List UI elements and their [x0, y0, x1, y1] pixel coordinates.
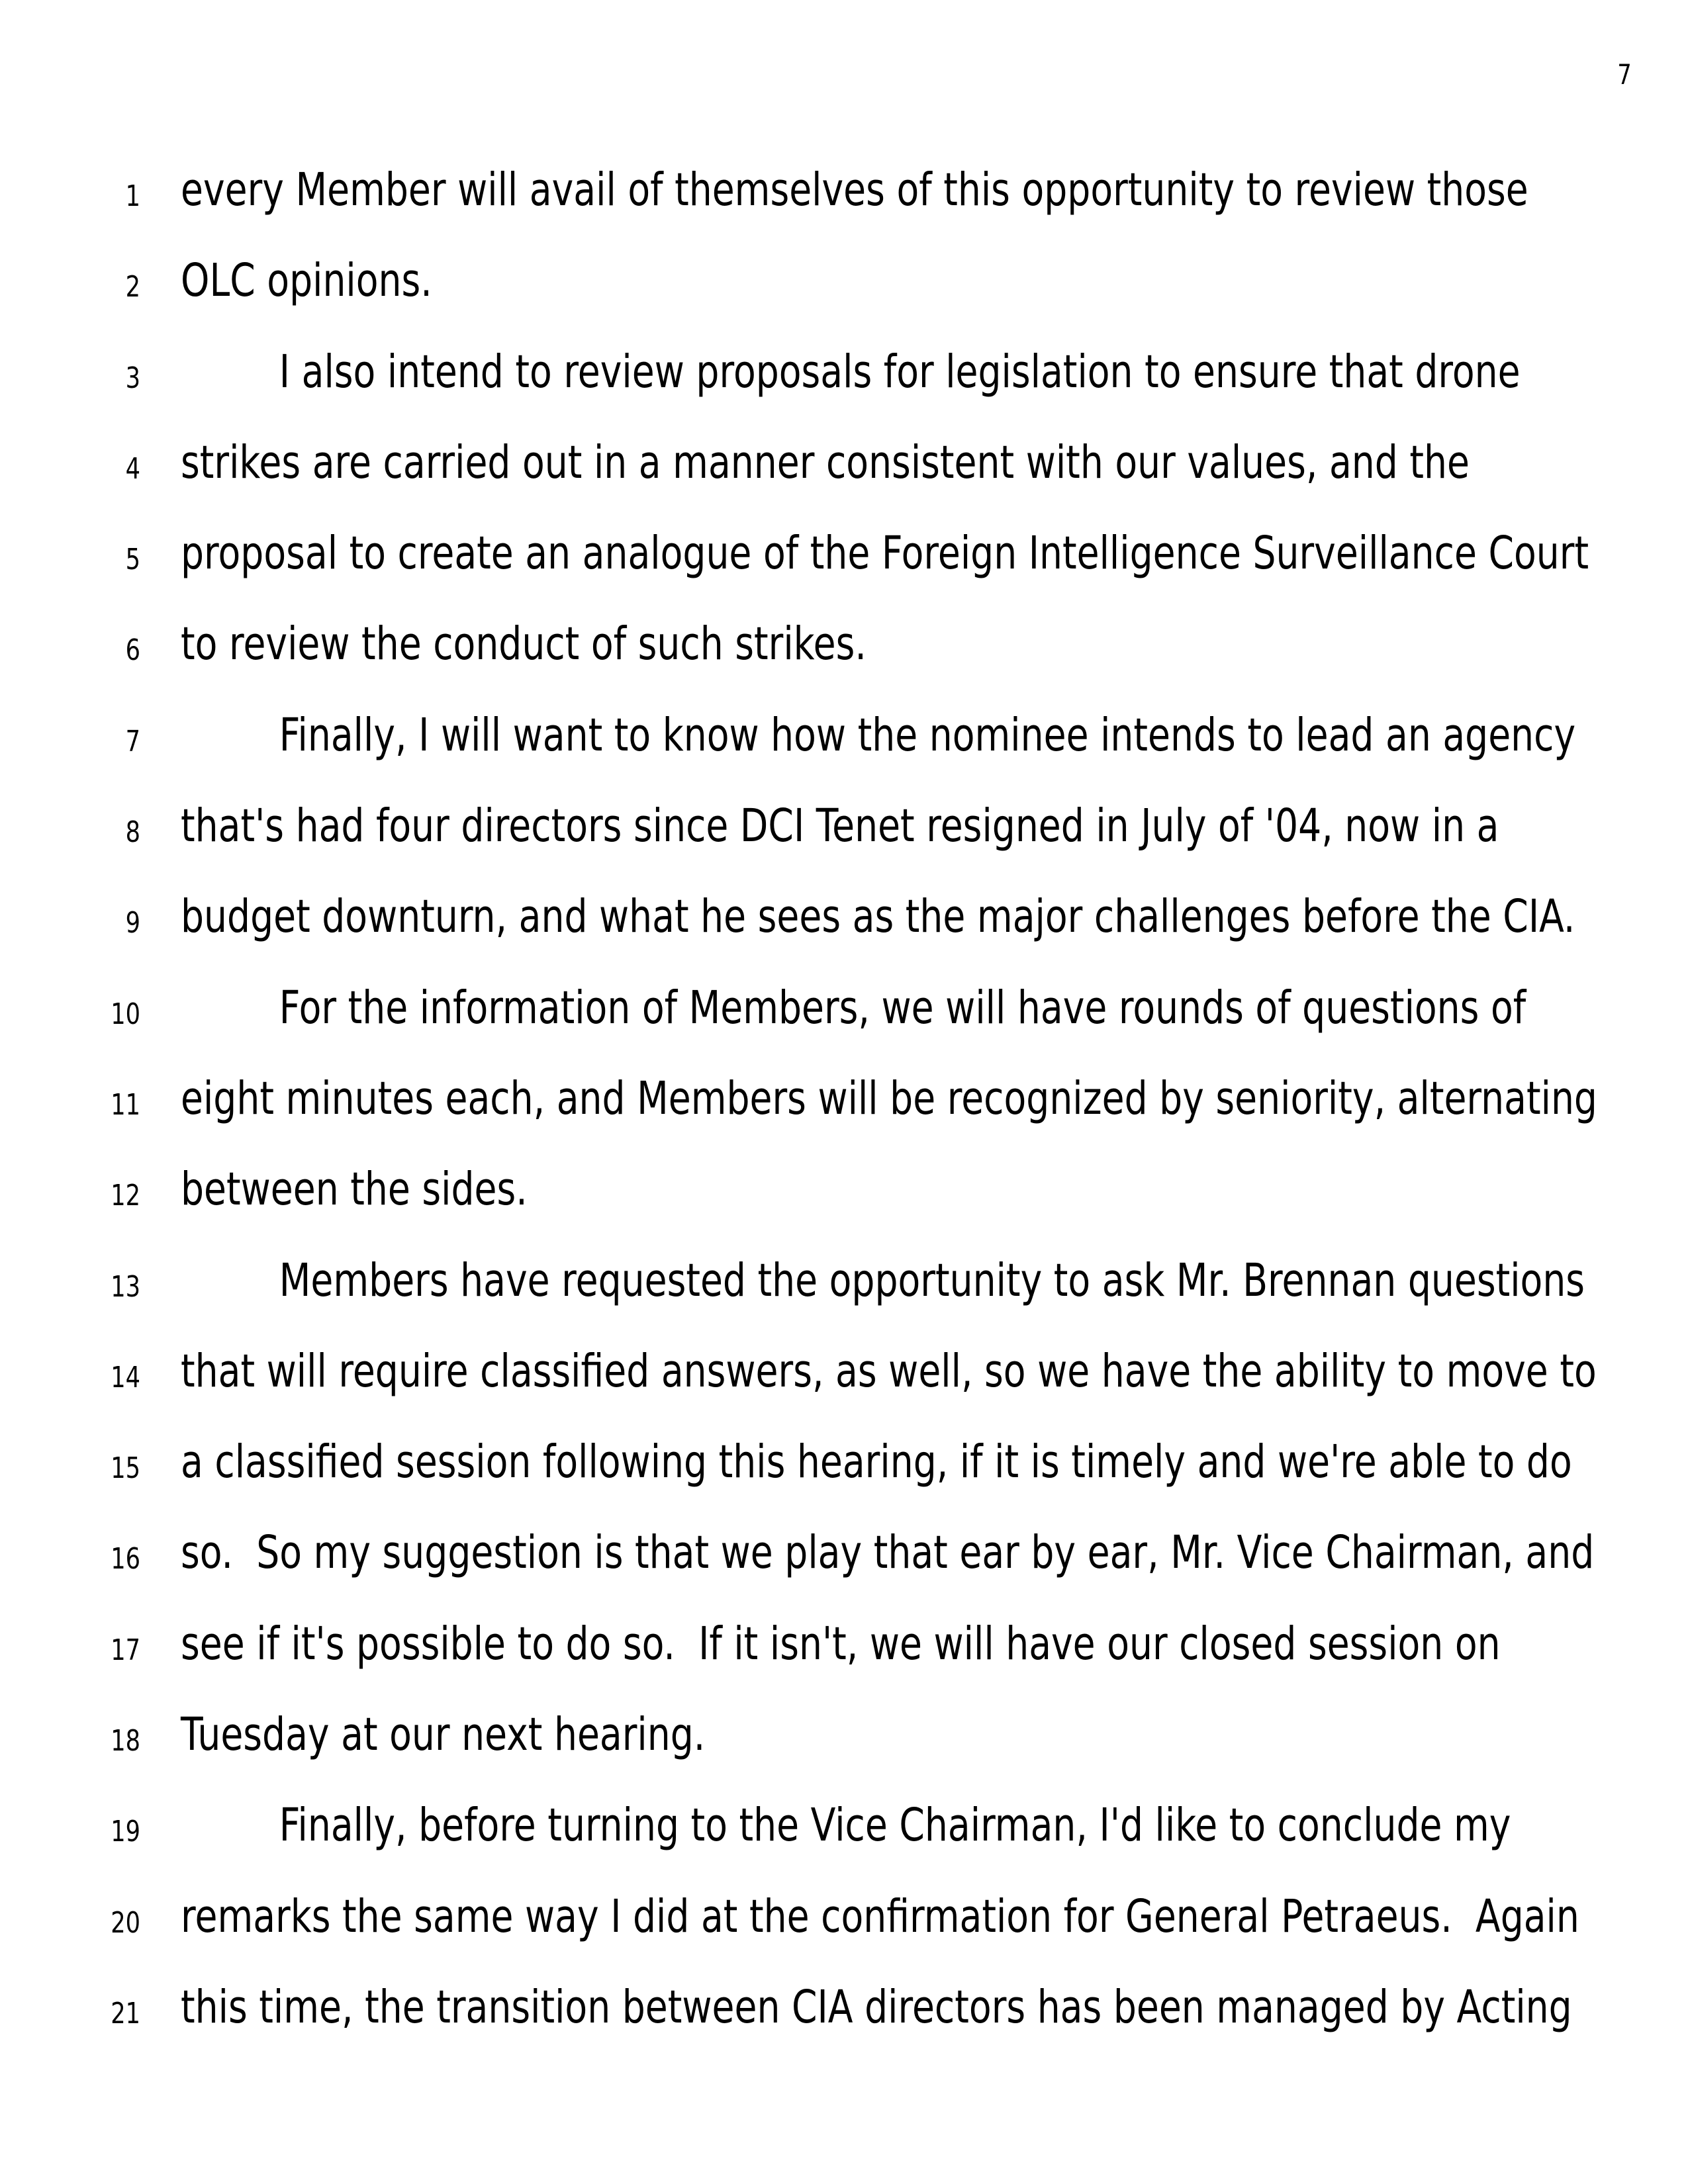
line-number: 9 [125, 906, 140, 940]
transcript-line [0, 599, 1688, 690]
line-text: Finally, I will want to know how the nominee intends to lead an agency [279, 708, 1576, 762]
transcript-line [0, 1144, 1688, 1235]
line-text: Tuesday at our next hearing. [181, 1708, 706, 1762]
line-text: every Member will avail of themselves of this opportunity to review those [181, 163, 1528, 216]
page-number: 7 [1617, 58, 1632, 91]
line-text: this time, the transition between CIA directors has been managed by Acting [181, 1980, 1572, 2034]
transcript-line [0, 1236, 1688, 1326]
line-text: I also intend to review proposals for legislation to ensure that drone [279, 345, 1521, 398]
line-text: For the information of Members, we will have rounds of questions of [279, 981, 1526, 1034]
line-text: proposal to create an analogue of the Foreign Intelligence Surveillance Court [181, 527, 1589, 580]
transcript-line [0, 690, 1688, 781]
line-number: 4 [125, 451, 140, 486]
transcript-line [0, 236, 1688, 326]
line-number: 12 [111, 1179, 140, 1213]
line-number: 8 [125, 815, 140, 850]
transcript-line [0, 1508, 1688, 1598]
line-number: 3 [125, 361, 140, 395]
line-text: that will require classified answers, as well, so we have the ability to move to [181, 1344, 1597, 1398]
line-number: 16 [111, 1542, 140, 1576]
line-text: to review the conduct of such strikes. [181, 617, 867, 671]
transcript-line [0, 963, 1688, 1054]
line-number: 11 [111, 1087, 140, 1122]
line-text: remarks the same way I did at the confirmation for General Petraeus. Again [181, 1889, 1579, 1943]
transcript-line [0, 1326, 1688, 1417]
line-number: 17 [111, 1633, 140, 1667]
line-text: see if it's possible to do so. If it isn't, we will have our closed session on [181, 1617, 1501, 1670]
line-number: 15 [111, 1451, 140, 1486]
line-text: that's had four directors since DCI Tenet resigned in July of '04, now in a [181, 799, 1499, 853]
line-text: between the sides. [181, 1163, 528, 1216]
transcript-line [0, 781, 1688, 872]
line-number: 14 [111, 1360, 140, 1394]
line-text: a classified session following this hearing, if it is timely and we're able to do [181, 1435, 1572, 1489]
line-number: 13 [111, 1269, 140, 1304]
transcript-line [0, 1599, 1688, 1690]
transcript-line [0, 327, 1688, 418]
line-number: 5 [125, 543, 140, 577]
transcript-line [0, 1690, 1688, 1780]
line-text: OLC opinions. [181, 254, 432, 308]
line-text: Members have requested the opportunity to ask Mr. Brennan questions [279, 1253, 1585, 1307]
line-number: 6 [125, 633, 140, 668]
transcript-line [0, 872, 1688, 962]
line-text: eight minutes each, and Members will be recognized by seniority, alternating [181, 1071, 1597, 1125]
line-number: 18 [111, 1724, 140, 1758]
transcript-body [0, 145, 1688, 2053]
transcript-line [0, 1872, 1688, 1962]
transcript-line [0, 1054, 1688, 1144]
transcript-line [0, 145, 1688, 236]
transcript-line [0, 418, 1688, 508]
line-text: Finally, before turning to the Vice Chairman, I'd like to conclude my [279, 1799, 1511, 1852]
line-number: 20 [111, 1905, 140, 1940]
line-number: 10 [111, 997, 140, 1031]
line-text: so. So my suggestion is that we play that ear by ear, Mr. Vice Chairman, and [181, 1526, 1595, 1580]
line-number: 7 [125, 724, 140, 758]
transcript-line [0, 1780, 1688, 1871]
line-number: 21 [111, 1996, 140, 2030]
line-text: budget downturn, and what he sees as the major challenges before the CIA. [181, 890, 1575, 944]
line-number: 2 [125, 270, 140, 304]
line-number: 19 [111, 1815, 140, 1849]
transcript-line [0, 508, 1688, 599]
transcript-line [0, 1962, 1688, 2053]
line-text: strikes are carried out in a manner consistent with our values, and the [181, 435, 1470, 489]
transcript-line [0, 1417, 1688, 1508]
line-number: 1 [125, 179, 140, 213]
